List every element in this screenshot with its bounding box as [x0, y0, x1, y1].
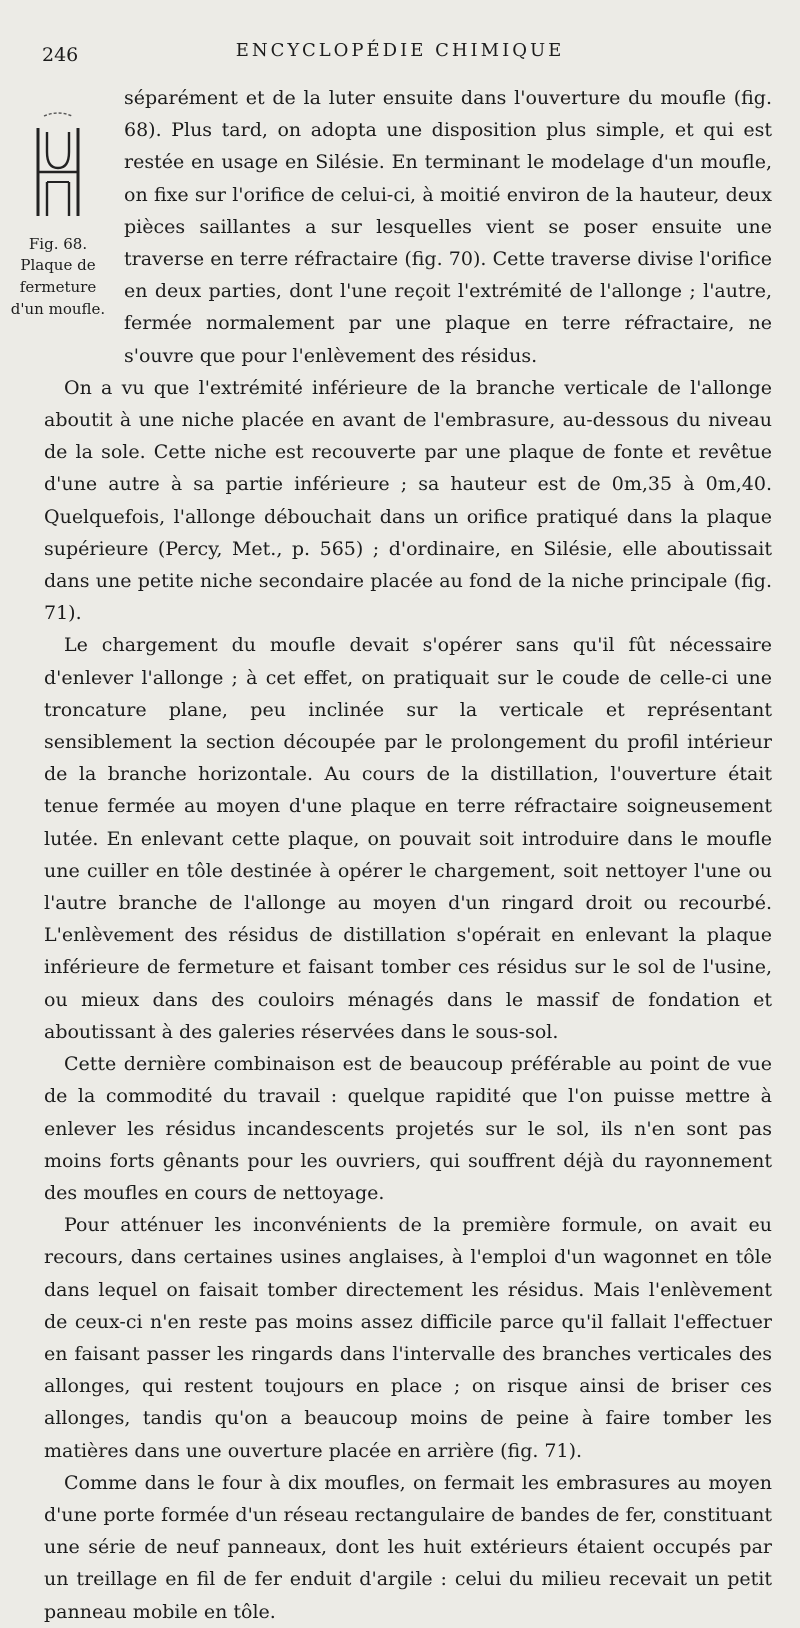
- body-text: [10, 82, 772, 1628]
- figure-label: Fig. 68.: [28, 235, 88, 253]
- figure-caption: Plaque de fermeture d'un moufle.: [10, 256, 106, 318]
- figure-68: [4, 82, 112, 360]
- paragraph: On a vu que l'extrémité inférieure de la branche verticale de l'allonge aboutit à une niche placée en avant de l'embrasure, au-dessous du niveau de la sole. Cette niche est recouverte par une plaque de fonte et revêtue d'une autre à sa partie inférieure ; sa hauteur est de 0m,35 à 0m,40. Quelquefois, l'allonge débouchait dans un orifice pratiqué dans la plaque supérieure (Percy, Met., p. 565) ; d'ordinaire, en Silésie, elle aboutissait dans une petite niche secondaire placée au fond de la niche principale (fig. 71).: [44, 376, 772, 625]
- paragraph: Pour atténuer les inconvénients de la première formule, on avait eu recours, dans certaines usines anglaises, à l'emploi d'un wagonnet en tôle dans lequel on faisait tomber directement les résidus. Mais l'enlèvement de ceux-ci n'en reste pas moins assez difficile parce qu'il fallait l'effectuer en faisant passer les ringards dans l'intervalle des branches verticales des allonges, qui restent toujours en place ; on risque ainsi de briser ces allonges, tandis qu'on a beaucoup moins de peine à faire tomber les matières dans une ouverture placée en arrière (fig. 71).: [44, 1214, 772, 1462]
- paragraph: Le chargement du moufle devait s'opérer sans qu'il fût nécessaire d'enlever l'allonge ; à cet effet, on pratiquait sur le coude de celle-ci une troncature plane, peu inclinée sur la verticale et représentant sensiblement la section découpée par le prolongement du profil intérieur de la branche horizontale. Au cours de la distillation, l'ouverture était tenue fermée au moyen d'une plaque en terre réfractaire soigneusement lutée. En enlevant cette plaque, on pouvait soit introduire dans le moufle une cuiller en tôle destinée à opérer le chargement, soit nettoyer l'une ou l'autre branche de l'allonge au moyen d'un ringard droit ou recourbé. L'enlèvement des résidus de distillation s'opérait en enlevant la plaque inférieure de fermeture et faisant tomber ces résidus sur le sol de l'usine, ou mieux dans des couloirs ménagés dans le massif de fondation et aboutissant à des galeries réservées dans le sous-sol.: [44, 634, 772, 1043]
- page-number: 246: [42, 44, 79, 66]
- paragraph: Comme dans le four à dix moufles, on fermait les embrasures au moyen d'une porte formée d'un réseau rectangulaire de bandes de fer, constituant une série de neuf panneaux, dont les huit extérieurs étaient occupés par un treillage en fil de fer enduit d'argile : celui du milieu recevait un petit panneau mobile en tôle.: [44, 1471, 772, 1623]
- running-title: ENCYCLOPÉDIE CHIMIQUE: [235, 40, 565, 61]
- muffle-closing-plate-drawing: [30, 112, 86, 224]
- page-header: [38, 40, 762, 70]
- paragraph: Cette dernière combinaison est de beaucoup préférable au point de vue de la commodité du travail : quelque rapidité que l'on puisse mettre à enlever les résidus incandescents projetés sur le sol, ils n'en sont pas moins forts gênants pour les ouvriers, qui souffrent déjà du rayonnement des moufles en cours de nettoyage.: [44, 1053, 772, 1204]
- paragraph: séparément et de la luter ensuite dans l'ouverture du moufle (fig. 68). Plus tard, on adopta une disposition plus simple, et qui est restée en usage en Silésie. En terminant le modelage d'un moufle, on fixe sur l'orifice de celui-ci, à moitié environ de la hauteur, deux pièces saillantes a sur lesquelles vient se poser ensuite une traverse en terre réfractaire (fig. 70). Cette traverse divise l'orifice en deux parties, dont l'une reçoit l'extrémité de l'allonge ; l'autre, fermée normalement par une plaque en terre réfractaire, ne s'ouvre que pour l'enlèvement des résidus.: [124, 87, 772, 367]
